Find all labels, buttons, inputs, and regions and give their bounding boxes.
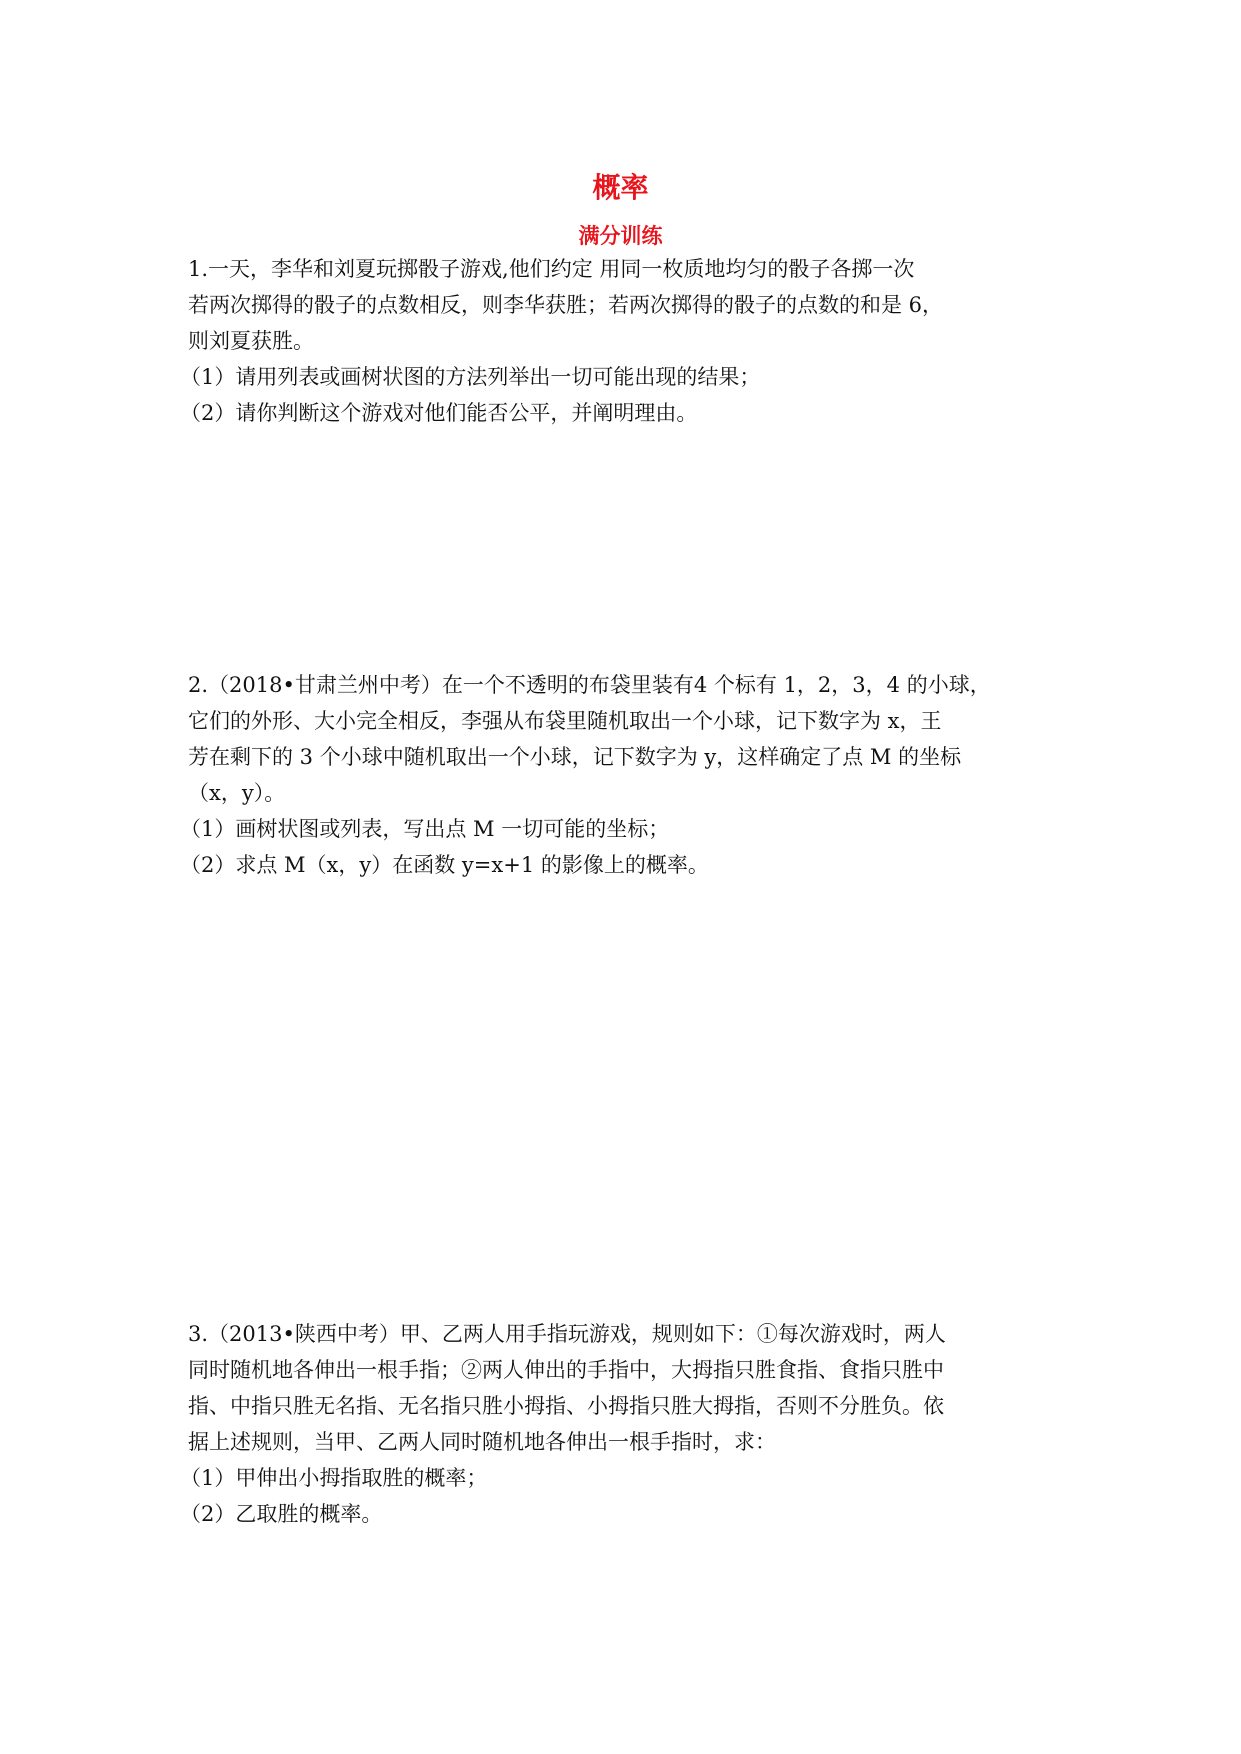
problem-text-line: 指、中指只胜无名指、无名指只胜小拇指、小拇指只胜大拇指，否则不分胜负。依	[188, 1394, 944, 1418]
problem-text-line: 同时随机地各伸出一根手指；②两人伸出的手指中，大拇指只胜食指、食指只胜中	[188, 1358, 944, 1382]
problem-3	[180, 1316, 1068, 1532]
problem-text-line: 1.一天，李华和刘夏玩掷骰子游戏,他们约定 用同一枚质地均匀的骰子各掷一次	[188, 257, 915, 281]
problem-text-line: 据上述规则，当甲、乙两人同时随机地各伸出一根手指时，求：	[188, 1430, 776, 1454]
sub-question: （2）乙取胜的概率。	[180, 1502, 383, 1526]
problem-text-line: 3.（2013•陕西中考）甲、乙两人用手指玩游戏，规则如下：①每次游戏时，两人	[188, 1322, 946, 1346]
problem-text-line: 芳在剩下的 3 个小球中随机取出一个小球，记下数字为 y，这样确定了点 M 的坐标	[188, 745, 962, 769]
problem-text-line: 它们的外形、大小完全相反，李强从布袋里随机取出一个小球，记下数字为 x，王	[188, 709, 942, 733]
problem-text-line: 则刘夏获胜。	[188, 329, 314, 353]
sub-question: （1）画树状图或列表，写出点 M 一切可能的坐标；	[180, 817, 670, 841]
document-subtitle: 满分训练	[578, 224, 663, 248]
problem-text-line: （x，y）。	[188, 781, 286, 805]
document-title: 概率	[592, 171, 649, 204]
sub-question: （2）请你判断这个游戏对他们能否公平，并阐明理由。	[180, 401, 698, 425]
sub-question: （2）求点 M（x，y）在函数 y=x+1 的影像上的概率。	[180, 853, 709, 877]
problem-1	[180, 251, 1068, 431]
sub-question: （1）请用列表或画树状图的方法列举出一切可能出现的结果；	[180, 365, 761, 389]
sub-question: （1）甲伸出小拇指取胜的概率；	[180, 1466, 488, 1490]
problem-2	[180, 667, 1068, 883]
problem-text-line: 2.（2018•甘肃兰州中考）在一个不透明的布袋里装有4 个标有 1，2，3，4 的小球，	[188, 673, 991, 697]
problem-text-line: 若两次掷得的骰子的点数相反，则李华获胜；若两次掷得的骰子的点数的和是 6，	[188, 293, 944, 317]
